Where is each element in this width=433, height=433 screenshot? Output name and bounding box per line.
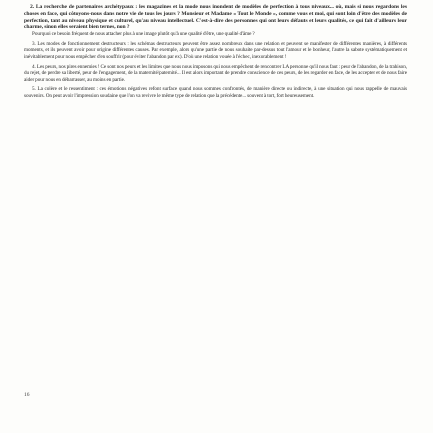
- page-number: 16: [24, 392, 30, 398]
- paragraph-partner-archetypes: 2. La recherche de partenaires archétypaux : les magazines et la mode nous inondent de modèles de perfection à tous niveaux... où, mais si nous regardons les choses en face, qui côtoyons-nous dans notre vie de tous les jours ? Monsieur et Madame « Tout le Monde », comme vous et moi, qui sont loin d'être des modèles de perfection, tant au niveau physique et culturel, qu'au niveau intellectuel. C'est-à-dire des personnes qui ont leurs défauts et leurs qualités, ce qui fait d'ailleurs leur charme, sinon elles seraient bien ternes, non ?: [24, 4, 407, 31]
- paragraph-fears: 4. Les peurs, nos pires ennemies ! Ce sont nos peurs et les limites que nous nous imposons qui nous empêchent de rencontrer LA personne qu'il nous faut : peur de l'abandon, de la trahison, du rejet, de perdre sa liberté, peur de l'engagement, de la maternité/paternité... Il est alors important de prendre conscience de ces peurs, de les regarder en face, de les accepter et de nous faire aider pour nous en débarrasser, au moins en partie.: [24, 63, 407, 83]
- paragraph-anger-resentment: 5. La colère et le ressentiment : ces émotions négatives refont surface quand nous sommes confrontés, de manière directe ou indirecte, à une situation qui nous rappelle de mauvais souvenirs. On peut avoir l'impression soudaine que l'on va revivre le même type de relation que la précédente... souvent à tort, fort heureusement.: [24, 86, 407, 99]
- paragraph-destructive-patterns: 3. Les modes de fonctionnement destructeurs : les schémas destructeurs peuvent être assez nombreux dans une relation et peuvent se manifester de différentes manières, à différents moments, et ils peuvent avoir pour origine différentes causes. Par exemple, alors qu'une partie de nous souhaite par-dessus tout l'amour et le bonheur, l'autre la sabote systématiquement et inévitablement pour nous empêcher d'en souffrir (pour éviter l'abandon par ex). D'où une relation vouée à l'échec, inexorablement !: [24, 40, 407, 60]
- paragraph-question-image: Pourquoi ce besoin fréquent de nous attacher plus à une image plutôt qu'à une qualité d'être, une qualité d'âme ?: [32, 31, 255, 38]
